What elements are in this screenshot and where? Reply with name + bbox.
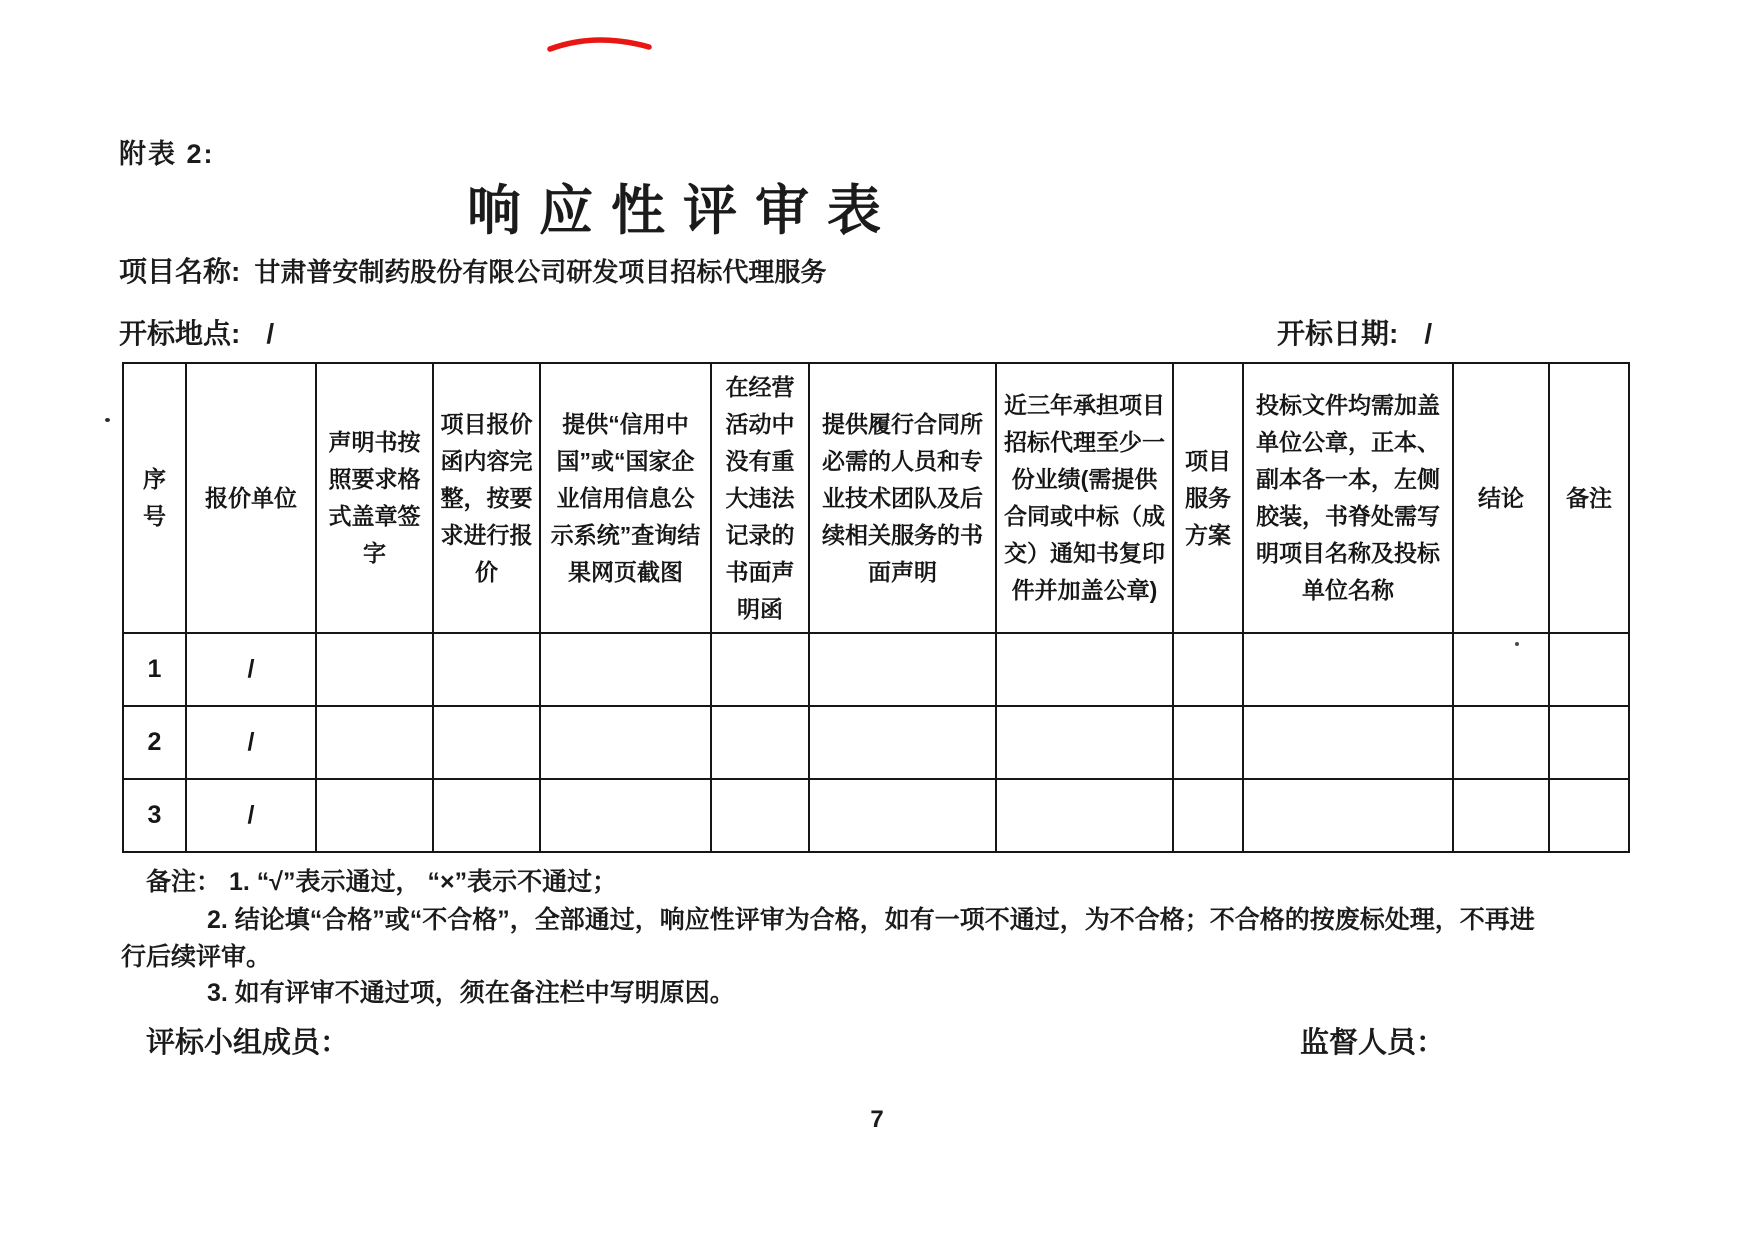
header-text: 在经营活动中没有重大违法记录的书面声明函 — [725, 373, 795, 622]
cell-empty — [711, 706, 809, 779]
page-number: 7 — [870, 1106, 884, 1133]
cell-empty — [711, 633, 809, 706]
note-1-text: 1. “√”表示通过， “×”表示不通过； — [229, 868, 618, 896]
bid-opening-place-row — [119, 312, 274, 352]
header-text: 提供履行合同所必需的人员和专业技术团队及后续相关服务的书面声明 — [822, 410, 983, 585]
cell-empty — [540, 779, 711, 852]
cell-unit: / — [186, 706, 316, 779]
scan-speckle — [105, 418, 110, 422]
project-name-row — [119, 250, 826, 290]
attachment-label: 附表 2: — [119, 139, 215, 169]
cell-empty — [1549, 633, 1629, 706]
cell-serial: 3 — [123, 779, 186, 852]
header-past-performance — [996, 363, 1173, 633]
table-row — [123, 706, 1629, 779]
header-text: 报价单位 — [205, 484, 297, 511]
cell-empty — [1549, 779, 1629, 852]
note-line-2-continuation: 行后续评审。 — [121, 943, 272, 971]
cell-empty — [433, 633, 540, 706]
header-text: 投标文件均需加盖单位公章，正本、副本各一本，左侧胶装，书脊处需写明项目名称及投标单位名称 — [1256, 392, 1440, 603]
cell-empty — [809, 706, 996, 779]
project-name-label: 项目名称: — [119, 256, 241, 287]
cell-empty — [316, 706, 433, 779]
header-text: 备注 — [1566, 484, 1612, 511]
notes-label: 备注： — [146, 868, 222, 896]
cell-empty — [1453, 633, 1549, 706]
header-text: 提供“信用中国”或“国家企业信用信息公示系统”查询结果网页截图 — [550, 410, 701, 585]
cell-empty — [996, 779, 1173, 852]
project-name-value: 甘肃普安制药股份有限公司研发项目招标代理服务 — [254, 257, 827, 287]
table-row — [123, 779, 1629, 852]
header-binding-seal-requirement — [1243, 363, 1453, 633]
red-pen-mark-icon — [546, 30, 654, 56]
scan-speckle — [1515, 642, 1519, 646]
header-quoting-unit — [186, 363, 316, 633]
cell-empty — [540, 633, 711, 706]
header-remarks — [1549, 363, 1629, 633]
cell-empty — [1243, 706, 1453, 779]
cell-empty — [1243, 779, 1453, 852]
note-line-2: 2. 结论填“合格”或“不合格”，全部通过，响应性评审为合格，如有一项不通过，为不合格；不合格的按废标处理，不再进 — [207, 906, 1535, 934]
header-text: 项目报价函内容完整，按要求进行报价 — [440, 410, 533, 585]
header-conclusion — [1453, 363, 1549, 633]
bid-opening-date-value: / — [1424, 318, 1433, 349]
cell-empty — [433, 779, 540, 852]
page-title: 响应性评审表 — [467, 181, 899, 241]
cell-empty — [996, 633, 1173, 706]
evaluation-team-label: 评标小组成员： — [146, 1027, 350, 1059]
header-serial-number — [123, 363, 186, 633]
cell-empty — [711, 779, 809, 852]
header-text: 项目服务方案 — [1185, 447, 1231, 548]
header-service-plan — [1173, 363, 1243, 633]
header-text: 序号 — [143, 466, 166, 529]
header-declaration-sealed — [316, 363, 433, 633]
supervisor-label: 监督人员： — [1300, 1027, 1446, 1059]
cell-empty — [1453, 706, 1549, 779]
cell-empty — [996, 706, 1173, 779]
cell-unit: / — [186, 633, 316, 706]
header-no-illegal-record — [711, 363, 809, 633]
bid-opening-place-label: 开标地点: — [119, 318, 241, 349]
cell-empty — [1549, 706, 1629, 779]
cell-empty — [1173, 706, 1243, 779]
cell-serial: 1 — [123, 633, 186, 706]
note-line-3: 3. 如有评审不通过项，须在备注栏中写明原因。 — [207, 979, 735, 1007]
cell-empty — [316, 633, 433, 706]
cell-empty — [316, 779, 433, 852]
header-credit-screenshot — [540, 363, 711, 633]
cell-empty — [540, 706, 711, 779]
header-text: 结论 — [1478, 484, 1524, 511]
note-line-1 — [146, 862, 617, 898]
cell-empty — [1173, 633, 1243, 706]
cell-empty — [1453, 779, 1549, 852]
bid-opening-date-row — [1277, 312, 1432, 352]
bid-opening-place-value: / — [266, 318, 275, 349]
cell-serial: 2 — [123, 706, 186, 779]
cell-empty — [1173, 779, 1243, 852]
table-row — [123, 633, 1629, 706]
bid-opening-date-label: 开标日期: — [1277, 318, 1399, 349]
cell-unit: / — [186, 779, 316, 852]
header-text: 声明书按照要求格式盖章签字 — [328, 429, 421, 566]
header-quotation-complete — [433, 363, 540, 633]
cell-empty — [809, 633, 996, 706]
cell-empty — [1243, 633, 1453, 706]
responsiveness-review-table — [122, 362, 1630, 853]
header-text: 近三年承担项目招标代理至少一份业绩(需提供合同或中标（成交）通知书复印件并加盖公章) — [1004, 392, 1165, 603]
header-personnel-statement — [809, 363, 996, 633]
cell-empty — [809, 779, 996, 852]
cell-empty — [433, 706, 540, 779]
table-header-row — [123, 363, 1629, 633]
